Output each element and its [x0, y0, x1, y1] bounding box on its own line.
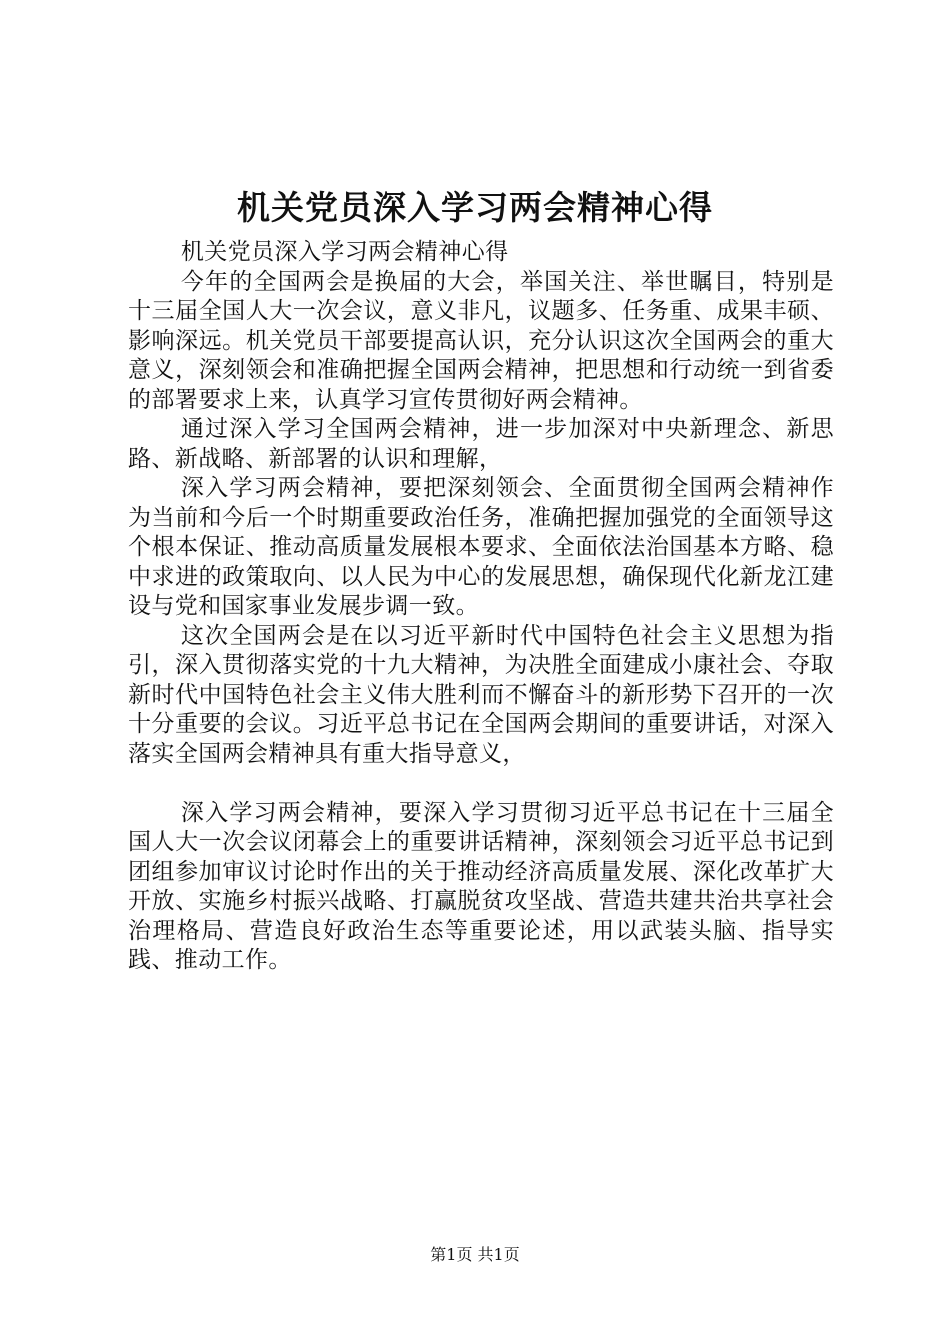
paragraph-4: 这次全国两会是在以习近平新时代中国特色社会主义思想为指引，深入贯彻落实党的十九大精神，为决胜全面建成小康社会、夺取新时代中国特色社会主义伟大胜利而不懈奋斗的新形势下召开的一次十分重要的会议。习近平总书记在全国两会期间的重要讲话，对深入落实全国两会精神具有重大指导意义，	[128, 622, 834, 767]
paragraph-1: 今年的全国两会是换届的大会，举国关注、举世瞩目，特别是十三届全国人大一次会议，意义非凡，议题多、任务重、成果丰硕、影响深远。机关党员干部要提高认识，充分认识这次全国两会的重大意义，深刻领会和准确把握全国两会精神，把思想和行动统一到省委的部署要求上来，认真学习宣传贯彻好两会精神。	[128, 268, 834, 413]
document-body	[128, 238, 834, 976]
paragraph-5: 深入学习两会精神，要深入学习贯彻习近平总书记在十三届全国人大一次会议闭幕会上的重要讲话精神，深刻领会习近平总书记到团组参加审议讨论时作出的关于推动经济高质量发展、深化改革扩大开放、实施乡村振兴战略、打赢脱贫攻坚战、营造共建共治共享社会治理格局、营造良好政治生态等重要论述，用以武装头脑、指导实践、推动工作。	[128, 799, 834, 973]
document-title: 机关党员深入学习两会精神心得	[237, 188, 713, 227]
paragraph-3: 深入学习两会精神，要把深刻领会、全面贯彻全国两会精神作为当前和今后一个时期重要政治任务，准确把握加强党的全面领导这个根本保证、推动高质量发展根本要求、全面依法治国基本方略、稳中求进的政策取向、以人民为中心的发展思想，确保现代化新龙江建设与党和国家事业发展步调一致。	[128, 475, 834, 619]
paragraph-subtitle: 机关党员深入学习两会精神心得	[180, 239, 509, 265]
paragraph-2: 通过深入学习全国两会精神，进一步加深对中央新理念、新思路、新战略、新部署的认识和理解，	[128, 416, 834, 472]
page-number-footer: 第1页 共1页	[430, 1245, 520, 1264]
